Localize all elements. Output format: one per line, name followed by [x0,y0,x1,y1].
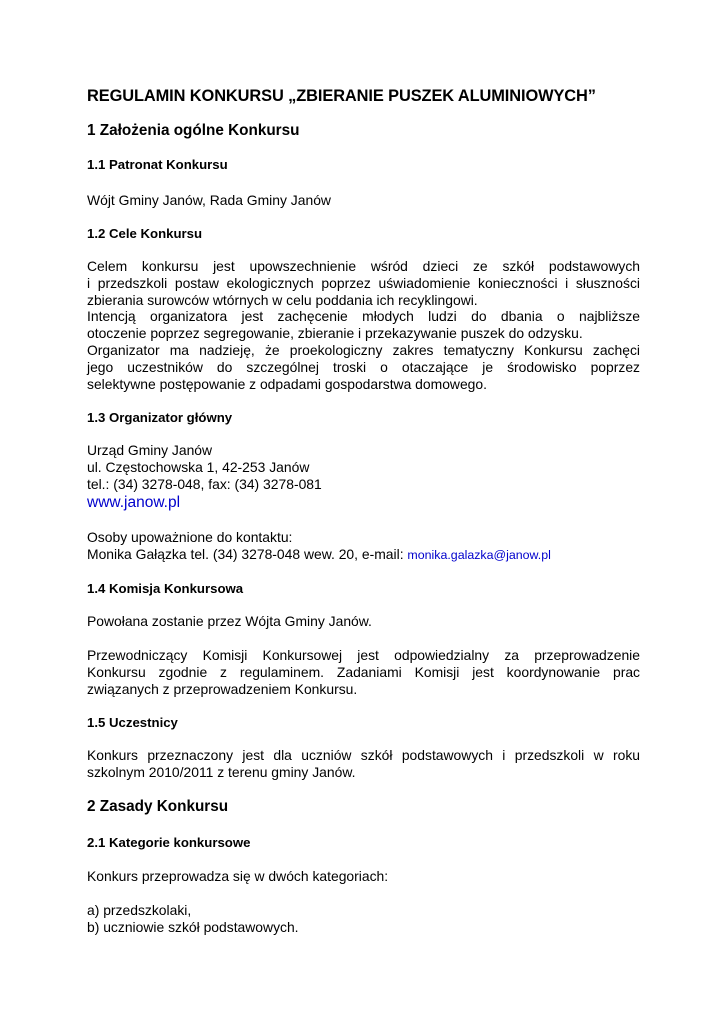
document-title: REGULAMIN KONKURSU „ZBIERANIE PUSZEK ALUMINIOWYCH” [87,87,596,105]
goals-line: Celem konkursu jest upowszechnienie wśród dzieci ze szkół podstawowych [87,258,640,274]
section-2-1-heading: 2.1 Kategorie konkursowe [87,835,251,850]
email-link[interactable]: monika.galazka@janow.pl [407,547,551,562]
goals-paragraph [87,258,640,392]
organizer-phone: tel.: (34) 3278-048, fax: (34) 3278-081 [87,475,322,492]
section-1-4-heading: 1.4 Komisja Konkursowa [87,581,244,596]
committee-line: Przewodniczący Komisji Konkursowej jest odpowiedzialny za przeprowadzenie [87,647,640,663]
goals-line: i przedszkoli postaw ekologicznych poprzez uświadomienie konieczności i słuszności [87,274,640,291]
contact-label: Osoby upoważnione do kontaktu: [87,529,293,545]
participants-paragraph [87,747,640,781]
section-1-heading: 1 Założenia ogólne Konkursu [87,122,300,139]
committee-text: Powołana zostanie przez Wójta Gminy Janów. [87,613,372,629]
section-1-3-heading: 1.3 Organizator główny [87,410,233,425]
categories-text: Konkurs przeprowadza się w dwóch kategoriach: [87,868,389,884]
contact-person: Monika Gałązka tel. (34) 3278-048 wew. 20, e-mail: [87,545,408,562]
section-1-2-heading: 1.2 Cele Konkursu [87,226,203,241]
contact-block [87,529,551,564]
goals-line: jego uczestników do szczególnej troski o otaczające je środowisko poprzez [87,358,640,375]
goals-line: otoczenie poprzez segregowanie, zbieranie i przekazywanie puszek do odzysku. [87,325,583,342]
patronage-text: Wójt Gminy Janów, Rada Gminy Janów [87,192,331,208]
section-1-1-heading: 1.1 Patronat Konkursu [87,157,228,172]
committee-paragraph [87,647,640,697]
participants-line: Konkurs przeznaczony jest dla uczniów szkół podstawowych i przedszkoli w roku [87,747,640,763]
organizer-block [87,442,322,492]
section-1-5-heading: 1.5 Uczestnicy [87,715,178,730]
goals-line: zbierania surowców wtórnych w celu poddania ich recyklingowi. [87,291,478,308]
list-item: a) przedszkolaki, [87,902,192,918]
categories-list [87,902,299,936]
website-link[interactable]: www.janow.pl [87,494,181,511]
participants-line: szkolnym 2010/2011 z terenu gminy Janów. [87,763,356,780]
goals-line: Intencją organizatora jest zachęcenie młodych ludzi do dbania o najbliższe [87,308,640,325]
list-item: b) uczniowie szkół podstawowych. [87,918,299,935]
committee-line: Konkursu zgodnie z regulaminem. Zadaniami Komisji jest koordynowanie prac [87,663,640,680]
section-2-heading: 2 Zasady Konkursu [87,798,229,815]
organizer-name: Urząd Gminy Janów [87,442,213,458]
goals-line: selektywne postępowanie z odpadami gospodarstwa domowego. [87,375,487,392]
goals-line: Organizator ma nadzieję, że proekologiczny zakres tematyczny Konkursu zachęci [87,341,640,358]
contact-line [87,546,551,564]
organizer-address: ul. Częstochowska 1, 42-253 Janów [87,458,310,475]
committee-line: związanych z przeprowadzeniem Konkursu. [87,680,358,697]
